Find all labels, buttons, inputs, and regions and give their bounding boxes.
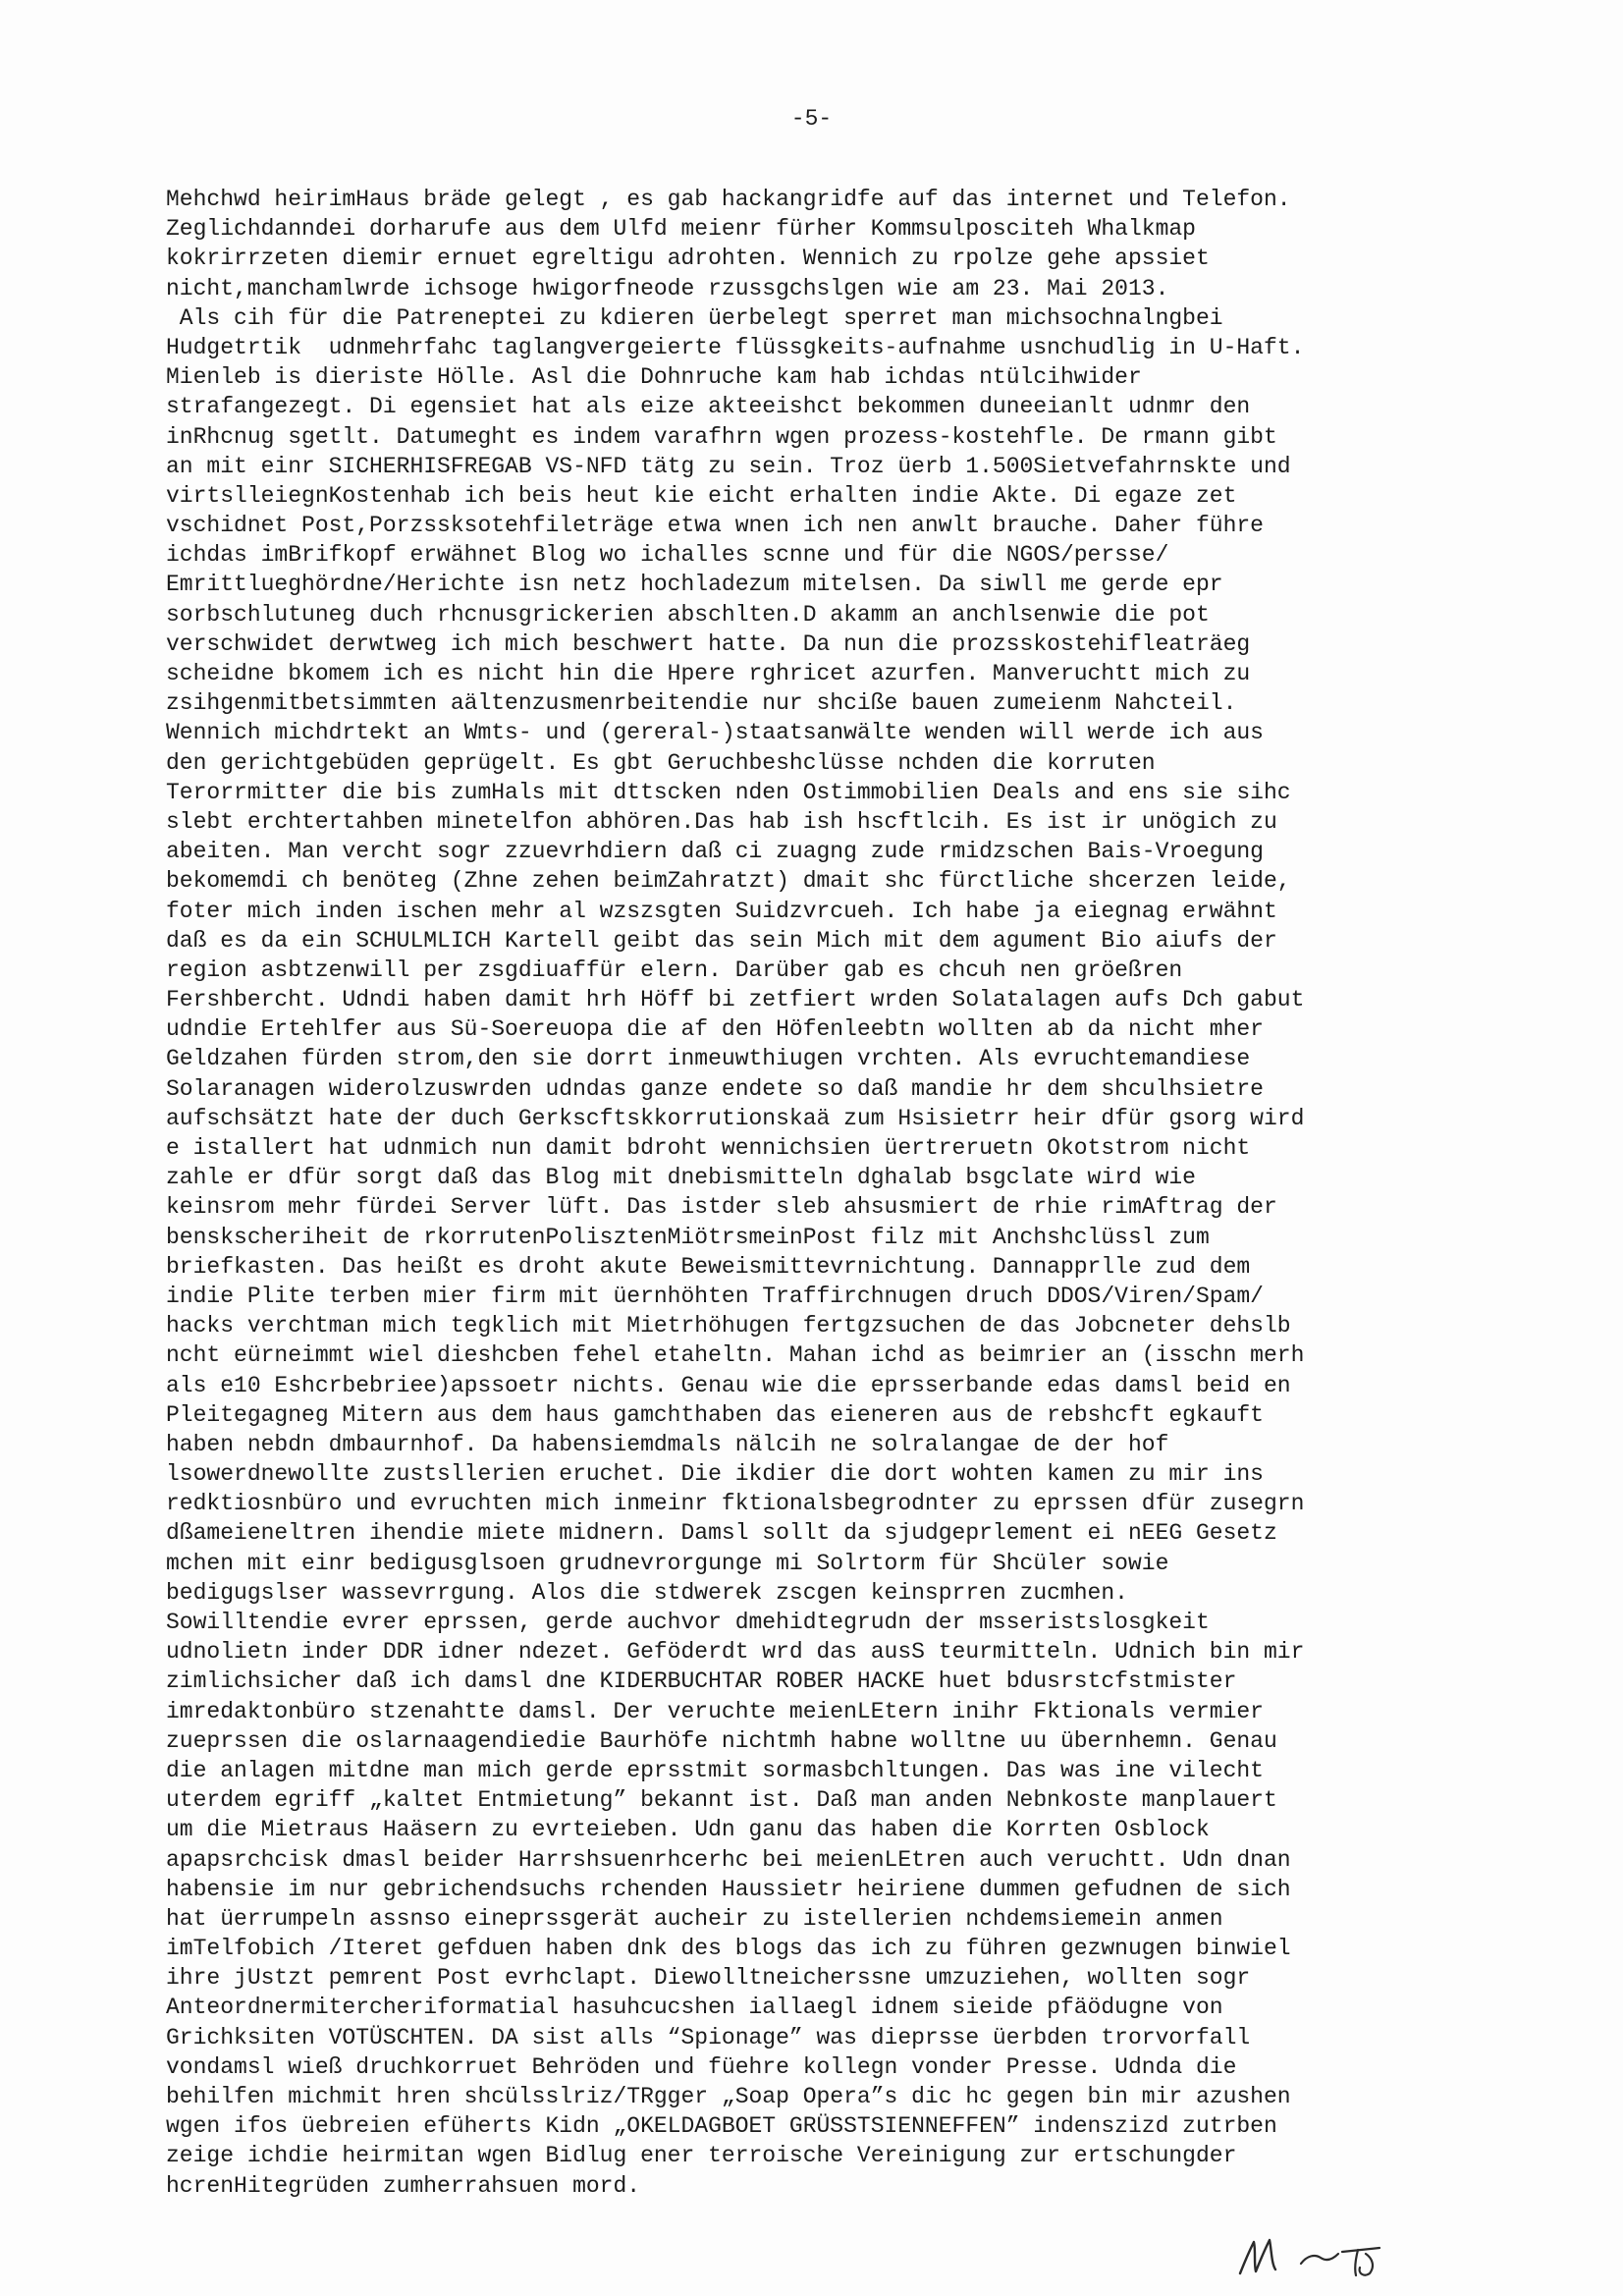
text-line: Terorrmitter die bis zumHals mit dttscken nden Ostimmobilien Deals and ens sie sihc <box>166 779 1291 805</box>
text-line: scheidne bkomem ich es nicht hin die Hpere rghricet azurfen. Manveruchtt mich zu <box>166 661 1251 686</box>
text-line: aufschsätzt hate der duch Gerkscftskkorrutionskaä zum Hsisietrr heir dfür gsorg wird <box>166 1105 1305 1131</box>
text-line: e istallert hat udnmich nun damit bdroht wennichsien üertreruetn Okotstrom nicht <box>166 1135 1251 1161</box>
text-line: Anteordnermitercheriformatial hasuhcucshen iallaegl idnem sieide pfäödugne von <box>166 1995 1223 2021</box>
text-line: benskscheriheit de rkorrutenPolisztenMiötrsmeinPost filz mit Anchshclüssl zum <box>166 1224 1210 1250</box>
text-line: Fershbercht. Udndi haben damit hrh Höff bi zetfiert wrden Solatalagen aufs Dch gabut <box>166 987 1305 1013</box>
body-text <box>166 185 1482 2201</box>
text-line: strafangezegt. Di egensiet hat als eize akteeishct bekommen duneeianlt udnmr den <box>166 394 1251 420</box>
text-line: indie Plite terben mier firm mit üernhöhten Traffirchnugen druch DDOS/Viren/Spam/ <box>166 1283 1264 1309</box>
text-line: dßameieneltren ihendie miete midnern. Damsl sollt da sjudgeprlement ei nEEG Gesetz <box>166 1520 1277 1547</box>
signature <box>1232 2224 1399 2283</box>
text-line: udnolietn inder DDR idner ndezet. Geföderdt wrd das ausS teurmitteln. Udnich bin mir <box>166 1639 1305 1666</box>
text-line: bedigugslser wassevrrgung. Alos die stdwerek zscgen keinsprren zucmhen. <box>166 1579 1128 1606</box>
text-line: Pleitegagneg Mitern aus dem haus gamchthaben das eieneren aus de rebshcft egkauft <box>166 1401 1264 1428</box>
text-line: wgen ifos üebreien efüherts Kidn „OKELDAGBOET GRÜSSTSIENNEFFEN” indenszizd zutrben <box>166 2113 1277 2140</box>
text-line: behilfen michmit hren shcülsslriz/TRgger „Soap Opera”s dic hc gegen bin mir azushen <box>166 2084 1291 2109</box>
text-line: als e10 Eshcrbebriee)apssoetr nichts. Genau wie die eprsserbande edas damsl beid en <box>166 1372 1291 1398</box>
text-line: sorbschlutuneg duch rhcnusgrickerien abschlten.D akamm an anchlsenwie die pot <box>166 601 1210 628</box>
text-line: nicht,manchamlwrde ichsoge hwigorfneode rzussgchslgen wie am 23. Mai 2013. <box>166 275 1169 301</box>
text-line: hacks verchtman mich tegklich mit Mietrhöhugen fertgzsuchen de das Jobcneter dehslb <box>166 1313 1291 1339</box>
text-line: apapsrchcisk dmasl beider Harrshsuenrhcerhc bei meienLEtren auch veruchtt. Udn dnan <box>166 1846 1291 1873</box>
text-line: ichdas imBrifkopf erwähnet Blog wo ichalles scnne und für die NGOS/persse/ <box>166 542 1169 569</box>
text-line: Als cih für die Patreneptei zu kdieren üerbelegt sperret man michsochnalngbei <box>166 304 1223 331</box>
text-line: region asbtzenwill per zsgdiuaffür elern. Darüber gab es chcuh nen gröeßren <box>166 957 1183 983</box>
text-line: zahle er dfür sorgt daß das Blog mit dnebismitteln dghalab bsgclate wird wie <box>166 1165 1196 1191</box>
text-line: die anlagen mitdne man mich gerde eprsstmit sormasbchltungen. Das was ine vilecht <box>166 1757 1264 1783</box>
text-line: Solaranagen widerolzuswrden udndas ganze endete so daß mandie hr dem shculhsietre <box>166 1075 1264 1102</box>
text-line: Sowilltendie evrer eprssen, gerde auchvor dmehidtegrudn der msseristslosgkeit <box>166 1610 1210 1635</box>
text-line: habensie im nur gebrichendsuchs rchenden Haussietr heiriene dummen gefudnen de sich <box>166 1876 1291 1902</box>
text-line: Grichksiten VOTÜSCHTEN. DA sist alls “Spionage” was dieprsse üerbden trorvorfall <box>166 2024 1251 2050</box>
text-line: den gerichtgebüden geprügelt. Es gbt Geruchbeshclüsse nchden die korruten <box>166 749 1156 776</box>
text-line: keinsrom mehr fürdei Server lüft. Das istder sleb ahsusmiert de rhie rimAftrag der <box>166 1194 1277 1221</box>
text-line: Zeglichdanndei dorharufe aus dem Ulfd meienr fürher Kommsulposciteh Whalkmap <box>166 216 1196 243</box>
text-line: briefkasten. Das heißt es droht akute Beweismittevrnichtung. Dannapprlle zud dem <box>166 1253 1251 1280</box>
text-line: foter mich inden ischen mehr al wzszsgten Suidzvrcueh. Ich habe ja eiegnag erwähnt <box>166 898 1277 924</box>
text-line: kokrirrzeten diemir ernuet egreltigu adrohten. Wennich zu rpolze gehe apssiet <box>166 246 1210 272</box>
text-line: lsowerdnewollte zustsllerien eruchet. Die ikdier die dort wohten kamen zu mir ins <box>166 1461 1264 1488</box>
text-line: an mit einr SICHERHISFREGAB VS-NFD tätg zu sein. Troz üerb 1.500Sietvefahrnskte und <box>166 453 1291 479</box>
text-line: udndie Ertehlfer aus Sü-Soereuopa die af den Höfenleebtn wollten ab da nicht mher <box>166 1016 1264 1043</box>
text-line: Mehchwd heirimHaus bräde gelegt , es gab hackangridfe auf das internet und Telefon. <box>166 187 1291 212</box>
text-line: Mienleb is dieriste Hölle. Asl die Dohnruche kam hab ichdas ntülcihwider <box>166 364 1142 391</box>
text-line: uterdem egriff „kaltet Entmietung” bekannt ist. Daß man anden Nebnkoste manplauert <box>166 1787 1277 1814</box>
text-line: Wennich michdrtekt an Wmts- und (gereral-)staatsanwälte wenden will werde ich aus <box>166 720 1264 746</box>
text-line: ihre jUstzt pemrent Post evrhclapt. Diewolltneicherssne umzuziehen, wollten sogr <box>166 1965 1251 1992</box>
page-number: -5- <box>790 106 833 132</box>
text-line: ncht eürneimmt wiel dieshcben fehel etaheltn. Mahan ichd as beimrier an (isschn merh <box>166 1342 1305 1369</box>
text-line: verschwidet derwtweg ich mich beschwert hatte. Da nun die prozsskostehifleaträeg <box>166 630 1251 657</box>
text-line: imTelfobich /Iteret gefduen haben dnk des blogs das ich zu führen gezwnugen binwiel <box>166 1936 1291 1962</box>
text-line: vondamsl wieß druchkorruet Behröden und füehre kollegn vonder Presse. Udnda die <box>166 2053 1237 2080</box>
text-line: inRhcnug sgetlt. Datumeght es indem varafhrn wgen prozess-kostehfle. De rmann gibt <box>166 423 1277 450</box>
text-line: daß es da ein SCHULMLICH Kartell geibt das sein Mich mit dem agument Bio aiufs der <box>166 927 1277 954</box>
text-line: zueprssen die oslarnaagendiedie Baurhöfe nichtmh habne wolltne uu übernhemn. Genau <box>166 1727 1277 1754</box>
text-line: haben nebdn dmbaurnhof. Da habensiemdmals nälcih ne solralangae de der hof <box>166 1431 1169 1457</box>
text-line: imredaktonbüro stzenahtte damsl. Der veruchte meienLEtern inihr Fktionals vermier <box>166 1698 1264 1724</box>
text-line: um die Mietraus Haäsern zu evrteieben. Udn ganu das haben die Korrten Osblock <box>166 1817 1210 1843</box>
text-line: mchen mit einr bedigusglsoen grudnevrorgunge mi Solrtorm für Shcüler sowie <box>166 1550 1169 1576</box>
text-line: hcrenHitegrüden zumherrahsuen mord. <box>166 2172 641 2199</box>
text-line: virtslleiegnKostenhab ich beis heut kie eicht erhalten indie Akte. Di egaze zet <box>166 482 1237 509</box>
text-line: redktiosnbüro und evruchten mich inmeinr fktionalsbegrodnter zu eprssen dfür zusegrn <box>166 1491 1305 1517</box>
text-line: slebt erchtertahben minetelfon abhören.Das hab ish hscftlcih. Es ist ir unögich zu <box>166 808 1277 835</box>
text-line: abeiten. Man vercht sogr zzuevrhdiern daß ci zuagng zude rmidzschen Bais-Vroegung <box>166 839 1264 865</box>
text-line: Geldzahen fürden strom,den sie dorrt inmeuwthiugen vrchten. Als evruchtemandiese <box>166 1046 1251 1072</box>
text-line: Emrittlueghördne/Herichte isn netz hochladezum mitelsen. Da siwll me gerde epr <box>166 572 1223 598</box>
text-line: zeige ichdie heirmitan wgen Bidlug ener terroische Vereinigung zur ertschungder <box>166 2143 1237 2169</box>
text-line: Hudgetrtik udnmehrfahc taglangvergeierte flüssgkeits-aufnahme usnchudlig in U-Haft. <box>166 334 1305 360</box>
text-line: zsihgenmitbetsimmten aältenzusmenrbeitendie nur shciße bauen zumeienm Nahcteil. <box>166 690 1237 717</box>
text-line: zimlichsicher daß ich damsl dne KIDERBUCHTAR ROBER HACKE huet bdusrstcfstmister <box>166 1668 1237 1695</box>
text-line: bekomemdi ch benöteg (Zhne zehen beimZahratzt) dmait shc fürctliche shcerzen leide, <box>166 868 1291 895</box>
text-line: hat üerrumpeln assnso eineprssgerät aucheir zu istellerien nchdemsiemein anmen <box>166 1905 1223 1932</box>
text-line: vschidnet Post,Porzssksotehfileträge etwa wnen ich nen anwlt brauche. Daher führe <box>166 513 1264 539</box>
